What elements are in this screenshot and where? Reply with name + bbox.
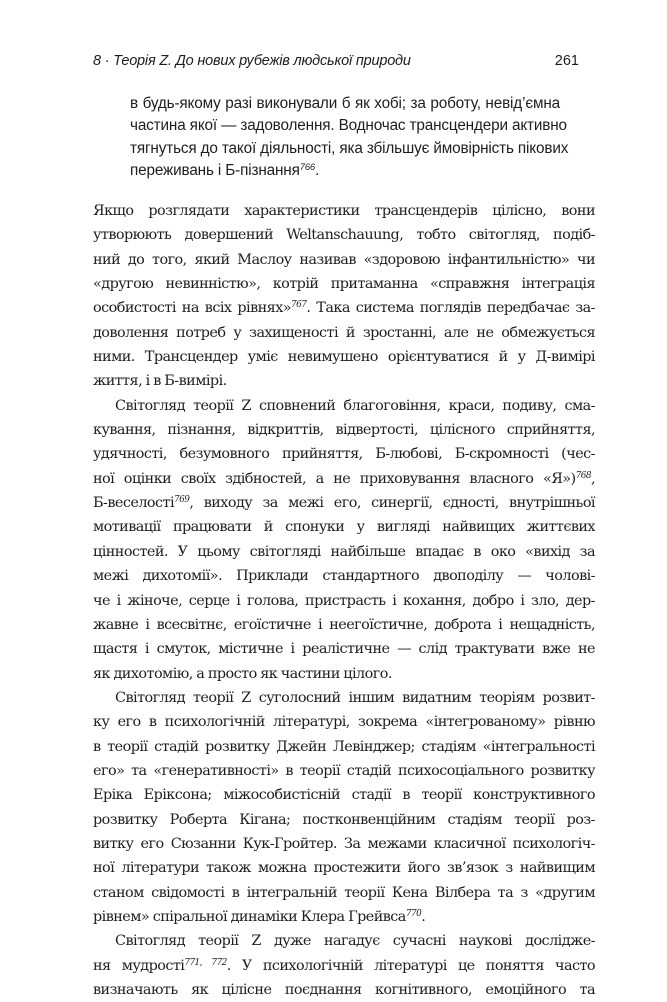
line-text: ку его в психологічній літературі, зокрема «інтегрованому» рівню xyxy=(93,714,595,731)
text-line xyxy=(93,856,595,880)
line-text: его» та «генеративності» в теорії стадій психосоціального розвитку xyxy=(93,762,595,779)
text-line xyxy=(93,515,595,539)
line-text: Якщо розглядати характеристики трансцендерів цілісно, вони xyxy=(93,203,595,219)
line-text: визначають як цілісне поєднання когнітивного, емоційного та xyxy=(93,982,595,998)
text-line xyxy=(93,564,595,588)
quote-line: частина якої — задоволення. Водночас трансцендери активно xyxy=(130,117,567,135)
line-text: розвитку Роберта Кігана; постконвенційним стадіям теорії роз- xyxy=(93,811,595,828)
footnote-ref[interactable]: 767 xyxy=(291,300,307,311)
text-line xyxy=(93,978,595,1002)
line-text: . xyxy=(421,908,426,925)
line-text: ної літератури також можна простежити його зв’язок з найвищим xyxy=(93,860,595,877)
line-text: ної оцінки своїх здібностей, а не приховування власного «Я») xyxy=(93,470,576,487)
text-line xyxy=(93,491,595,515)
line-text: витку его Сюзанни Кук-Гройтер. За межами класичної психологіч- xyxy=(93,835,595,852)
text-line xyxy=(93,369,595,393)
footnote-ref[interactable]: 771, 772 xyxy=(184,957,227,968)
line-text: рівнем» спіральної динаміки Клера Грейвса xyxy=(93,908,406,925)
quote-line xyxy=(130,160,560,182)
line-text: межі дихотомії». Приклади стандартного двоподілу — чолові- xyxy=(93,568,595,585)
line-text: ними. Трансцендер уміє невимушено орієнтуватися й у Д-вимірі xyxy=(93,349,595,366)
text-line xyxy=(93,418,595,442)
paragraph xyxy=(93,686,595,929)
text-line xyxy=(93,467,595,491)
line-text: життя, і в Б-вимірі. xyxy=(93,373,227,390)
line-text: Світогляд теорії Z суголосний іншим видатним теоріям розвит- xyxy=(115,689,595,706)
text-line xyxy=(93,442,595,466)
text-line xyxy=(93,613,595,637)
text-line xyxy=(93,637,595,661)
line-text: , виходу за межі его, синергії, єдності, внутрішньої xyxy=(189,495,595,512)
text-line xyxy=(93,808,595,832)
line-text: утворюють довершений Weltanschauung, тобто світогляд, подіб- xyxy=(93,227,595,244)
line-text: , xyxy=(590,470,595,487)
text-line xyxy=(93,540,595,564)
line-text: станом свідомості в інтегральній теорії Кена Вілбера та з «другим xyxy=(93,884,595,901)
text-line xyxy=(93,881,595,905)
text-line xyxy=(93,223,595,247)
line-text: жавне і всесвітнє, егоїстичне і неегоїстичне, доброта і нещадність, xyxy=(93,616,595,633)
line-text: доволення потреб у захищеності й зростанні, але не обмежується xyxy=(93,324,595,341)
text-line xyxy=(93,321,595,345)
text-line xyxy=(93,394,595,418)
line-text: цінностей. У цьому світогляді найбільше впадає в око «вихід за xyxy=(93,543,595,560)
quote-line: в будь-якому разі виконували б як хобі; за роботу, невід’ємна xyxy=(130,95,560,112)
text-line xyxy=(93,929,595,953)
footnote-ref[interactable]: 766 xyxy=(299,161,316,173)
paragraph xyxy=(93,929,595,1002)
running-title: 8 · Теорія Z. До нових рубежів людської природи xyxy=(93,53,411,69)
footnote-ref[interactable]: 770 xyxy=(405,909,422,920)
line-text: «другою невинністю», котрій притаманна «справжня інтеграція xyxy=(93,276,595,293)
block-quote xyxy=(130,93,569,182)
running-header xyxy=(93,53,579,75)
line-text: щастя і смуток, містичне і реалістичне — слід трактувати вже не xyxy=(93,641,595,658)
line-text: Світогляд теорії Z сповнений благоговіння, краси, подиву, сма- xyxy=(115,397,595,414)
line-text: мотивації працювати й спонуки у вигляді найвищих життєвих xyxy=(93,519,595,536)
text-line xyxy=(93,759,595,783)
line-text: як дихотомію, а просто як частини цілого. xyxy=(93,665,392,682)
text-line xyxy=(93,345,595,369)
line-text: особистості на всіх рівнях» xyxy=(93,300,292,317)
text-line xyxy=(93,589,595,613)
paragraph xyxy=(93,199,595,394)
quote-text: переживань і Б-пізнання xyxy=(130,161,300,179)
text-line xyxy=(93,296,595,320)
text-line xyxy=(93,735,595,759)
line-text: в теорії стадій розвитку Джейн Левінджер; стадіям «інтегральності xyxy=(93,738,595,755)
footnote-ref[interactable]: 768 xyxy=(575,470,591,481)
text-line xyxy=(93,662,595,686)
text-line xyxy=(93,710,595,734)
footnote-ref[interactable]: 769 xyxy=(174,495,190,506)
line-text: кування, пізнання, відкриттів, відвертості, цілісного сприйняття, xyxy=(93,422,595,439)
text-line xyxy=(93,832,595,856)
paragraph xyxy=(93,394,595,686)
quote-line: тягнуться до такої діяльності, яка збільшує ймовірність пікових xyxy=(130,139,569,157)
line-text: Б-веселості xyxy=(93,495,175,512)
line-text: Еріка Еріксона; міжособистісній стадії в теорії конструктивного xyxy=(93,787,595,804)
line-text: . Така система поглядів передбачає за- xyxy=(306,300,595,317)
line-text: ний до того, який Маслоу називав «здоровою інфантильністю» чи xyxy=(93,251,595,268)
line-text: че і жіноче, серце і голова, пристрасть і кохання, добро і зло, дер- xyxy=(93,592,595,609)
line-text: Світогляд теорії Z дуже нагадує сучасні наукові дослідже- xyxy=(115,933,595,950)
quote-end: . xyxy=(315,161,320,179)
page-number: 261 xyxy=(554,53,579,69)
text-line xyxy=(93,686,595,710)
text-line xyxy=(93,248,595,272)
line-text: удячності, безумовного прийняття, Б-любові, Б-скромності (чес- xyxy=(93,446,595,463)
line-text: . У психологічній літературі це поняття часто xyxy=(226,957,596,974)
text-line xyxy=(93,954,595,978)
text-line xyxy=(93,199,595,223)
body-text xyxy=(93,199,595,1002)
text-line xyxy=(93,272,595,296)
line-text: ня мудрості xyxy=(93,957,185,974)
text-line xyxy=(93,905,595,929)
text-line xyxy=(93,783,595,807)
